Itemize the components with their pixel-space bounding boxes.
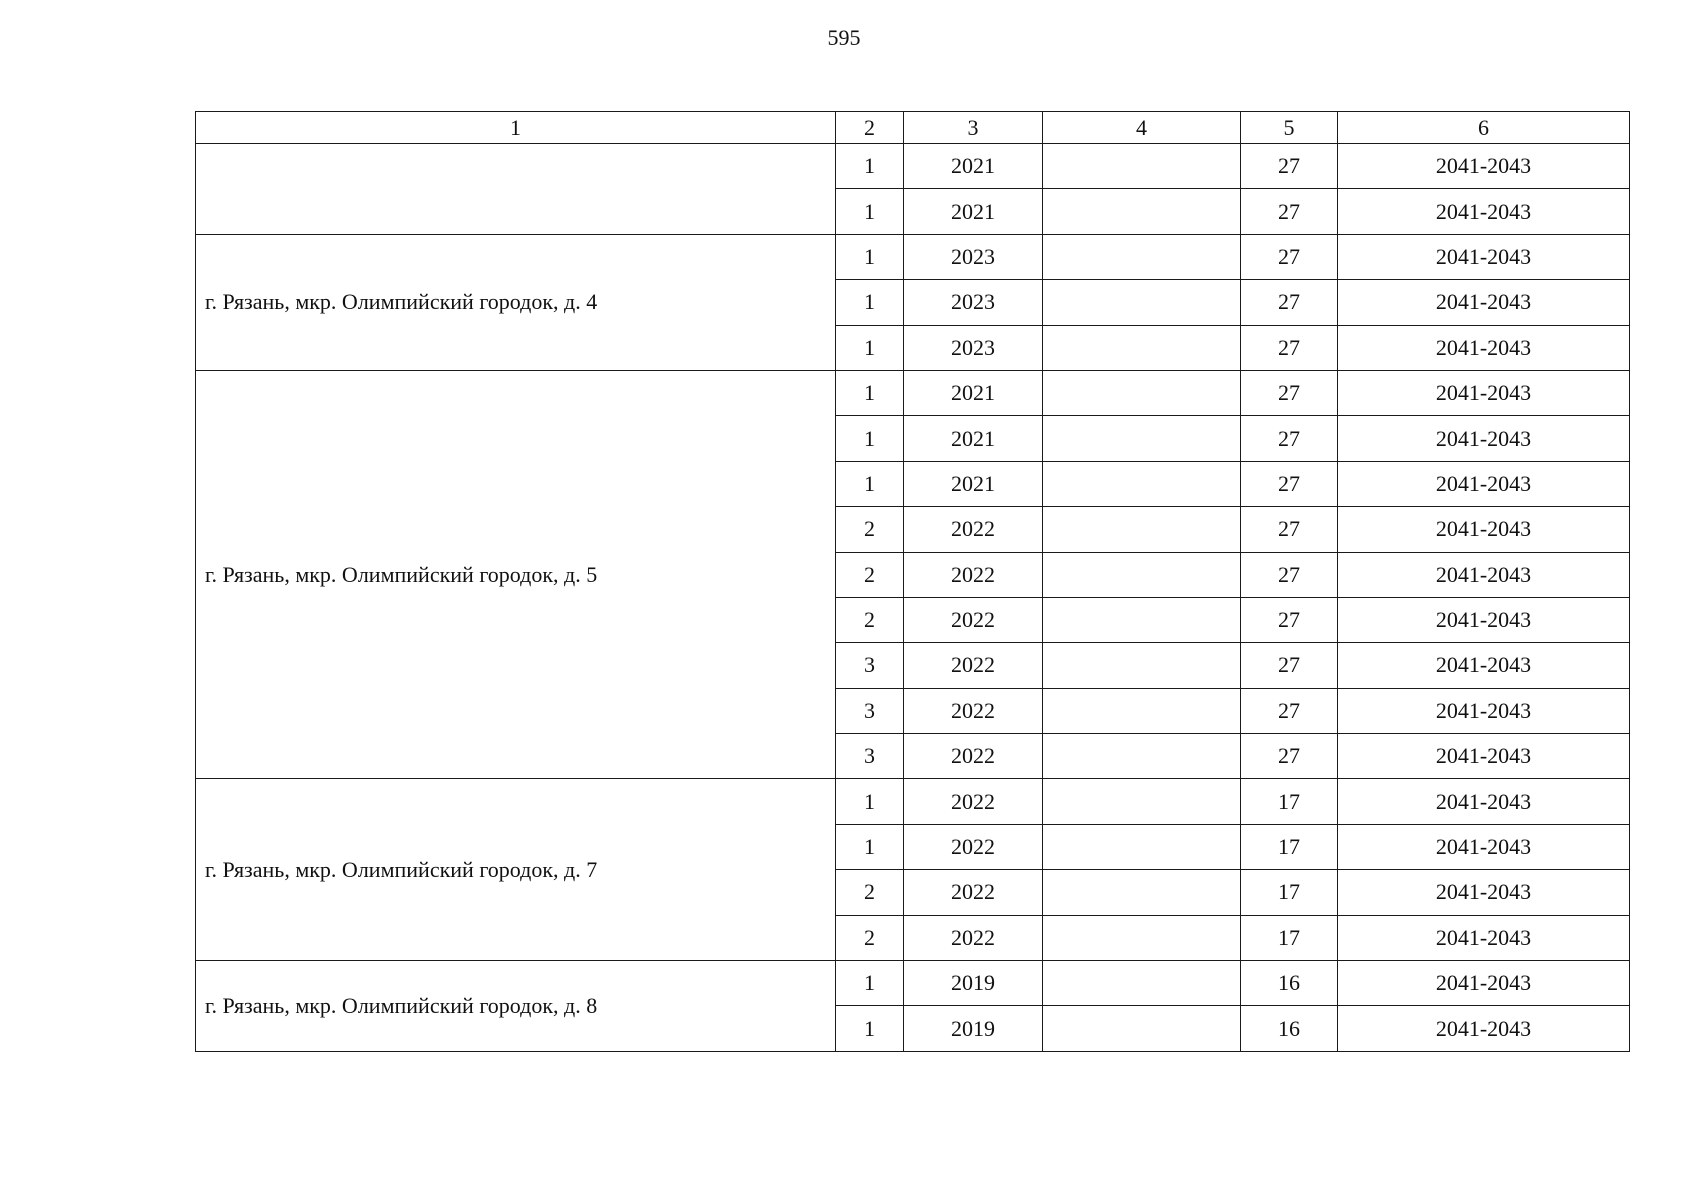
- cell-col-3: 2023: [904, 325, 1043, 370]
- cell-col-6: 2041-2043: [1338, 915, 1630, 960]
- cell-col-3: 2021: [904, 416, 1043, 461]
- table-row: [196, 779, 1630, 824]
- cell-col-5: 27: [1241, 370, 1338, 415]
- cell-col-3: 2022: [904, 688, 1043, 733]
- cell-col-4: [1043, 416, 1241, 461]
- cell-col-5: 27: [1241, 189, 1338, 234]
- cell-col-6: 2041-2043: [1338, 507, 1630, 552]
- cell-col-3: 2022: [904, 507, 1043, 552]
- cell-col-6: 2041-2043: [1338, 370, 1630, 415]
- table-row: [196, 961, 1630, 1006]
- cell-col-2: 1: [836, 416, 904, 461]
- cell-col-2: 2: [836, 915, 904, 960]
- cell-col-3: 2023: [904, 280, 1043, 325]
- cell-col-6: 2041-2043: [1338, 1006, 1630, 1051]
- cell-col-6: 2041-2043: [1338, 189, 1630, 234]
- header-cell-6: 6: [1338, 112, 1630, 144]
- cell-col-6: 2041-2043: [1338, 461, 1630, 506]
- cell-col-4: [1043, 643, 1241, 688]
- cell-col-3: 2022: [904, 824, 1043, 869]
- cell-col-4: [1043, 961, 1241, 1006]
- cell-col-5: 27: [1241, 234, 1338, 279]
- cell-col-2: 2: [836, 870, 904, 915]
- cell-col-6: 2041-2043: [1338, 325, 1630, 370]
- cell-col-4: [1043, 915, 1241, 960]
- address-cell: г. Рязань, мкр. Олимпийский городок, д. 4: [196, 234, 836, 370]
- cell-col-2: 3: [836, 688, 904, 733]
- cell-col-6: 2041-2043: [1338, 552, 1630, 597]
- cell-col-2: 2: [836, 597, 904, 642]
- cell-col-6: 2041-2043: [1338, 280, 1630, 325]
- cell-col-2: 1: [836, 325, 904, 370]
- cell-col-3: 2022: [904, 779, 1043, 824]
- cell-col-6: 2041-2043: [1338, 779, 1630, 824]
- cell-col-5: 16: [1241, 961, 1338, 1006]
- cell-col-2: 3: [836, 643, 904, 688]
- cell-col-4: [1043, 688, 1241, 733]
- cell-col-6: 2041-2043: [1338, 870, 1630, 915]
- cell-col-6: 2041-2043: [1338, 416, 1630, 461]
- cell-col-4: [1043, 734, 1241, 779]
- table-row: [196, 370, 1630, 415]
- cell-col-3: 2022: [904, 597, 1043, 642]
- address-cell: [196, 144, 836, 235]
- cell-col-2: 2: [836, 552, 904, 597]
- cell-col-4: [1043, 552, 1241, 597]
- cell-col-6: 2041-2043: [1338, 734, 1630, 779]
- cell-col-4: [1043, 870, 1241, 915]
- cell-col-2: 1: [836, 144, 904, 189]
- cell-col-4: [1043, 824, 1241, 869]
- cell-col-4: [1043, 370, 1241, 415]
- cell-col-5: 27: [1241, 643, 1338, 688]
- cell-col-2: 1: [836, 461, 904, 506]
- cell-col-4: [1043, 461, 1241, 506]
- cell-col-2: 1: [836, 189, 904, 234]
- cell-col-5: 27: [1241, 325, 1338, 370]
- cell-col-5: 17: [1241, 915, 1338, 960]
- cell-col-2: 1: [836, 961, 904, 1006]
- table-row: [196, 144, 1630, 189]
- cell-col-3: 2019: [904, 961, 1043, 1006]
- cell-col-3: 2021: [904, 144, 1043, 189]
- cell-col-2: 1: [836, 1006, 904, 1051]
- address-cell: г. Рязань, мкр. Олимпийский городок, д. 5: [196, 370, 836, 779]
- cell-col-2: 1: [836, 370, 904, 415]
- cell-col-5: 17: [1241, 779, 1338, 824]
- cell-col-4: [1043, 234, 1241, 279]
- cell-col-4: [1043, 1006, 1241, 1051]
- header-row: [196, 112, 1630, 144]
- data-table: [195, 111, 1630, 1052]
- header-cell-5: 5: [1241, 112, 1338, 144]
- cell-col-6: 2041-2043: [1338, 824, 1630, 869]
- address-cell: г. Рязань, мкр. Олимпийский городок, д. 8: [196, 961, 836, 1052]
- cell-col-2: 3: [836, 734, 904, 779]
- cell-col-4: [1043, 189, 1241, 234]
- cell-col-3: 2021: [904, 370, 1043, 415]
- cell-col-6: 2041-2043: [1338, 961, 1630, 1006]
- cell-col-4: [1043, 507, 1241, 552]
- cell-col-2: 1: [836, 234, 904, 279]
- header-cell-1: 1: [196, 112, 836, 144]
- cell-col-5: 17: [1241, 824, 1338, 869]
- cell-col-3: 2022: [904, 915, 1043, 960]
- cell-col-6: 2041-2043: [1338, 688, 1630, 733]
- cell-col-5: 27: [1241, 461, 1338, 506]
- cell-col-6: 2041-2043: [1338, 234, 1630, 279]
- cell-col-3: 2021: [904, 189, 1043, 234]
- cell-col-3: 2022: [904, 734, 1043, 779]
- header-cell-2: 2: [836, 112, 904, 144]
- cell-col-5: 27: [1241, 688, 1338, 733]
- cell-col-4: [1043, 280, 1241, 325]
- cell-col-2: 1: [836, 779, 904, 824]
- cell-col-5: 27: [1241, 144, 1338, 189]
- address-cell: г. Рязань, мкр. Олимпийский городок, д. 7: [196, 779, 836, 961]
- cell-col-4: [1043, 325, 1241, 370]
- header-cell-4: 4: [1043, 112, 1241, 144]
- cell-col-5: 27: [1241, 280, 1338, 325]
- cell-col-5: 17: [1241, 870, 1338, 915]
- cell-col-4: [1043, 779, 1241, 824]
- cell-col-4: [1043, 597, 1241, 642]
- cell-col-3: 2022: [904, 552, 1043, 597]
- cell-col-3: 2022: [904, 643, 1043, 688]
- cell-col-3: 2022: [904, 870, 1043, 915]
- cell-col-4: [1043, 144, 1241, 189]
- cell-col-2: 2: [836, 507, 904, 552]
- cell-col-5: 27: [1241, 507, 1338, 552]
- cell-col-6: 2041-2043: [1338, 643, 1630, 688]
- table-row: [196, 234, 1630, 279]
- cell-col-5: 16: [1241, 1006, 1338, 1051]
- cell-col-2: 1: [836, 280, 904, 325]
- cell-col-6: 2041-2043: [1338, 144, 1630, 189]
- cell-col-3: 2023: [904, 234, 1043, 279]
- cell-col-5: 27: [1241, 416, 1338, 461]
- cell-col-5: 27: [1241, 597, 1338, 642]
- cell-col-5: 27: [1241, 552, 1338, 597]
- table-body: [196, 112, 1630, 1052]
- page-number: 595: [827, 25, 861, 50]
- cell-col-5: 27: [1241, 734, 1338, 779]
- cell-col-3: 2019: [904, 1006, 1043, 1051]
- cell-col-2: 1: [836, 824, 904, 869]
- header-cell-3: 3: [904, 112, 1043, 144]
- cell-col-3: 2021: [904, 461, 1043, 506]
- cell-col-6: 2041-2043: [1338, 597, 1630, 642]
